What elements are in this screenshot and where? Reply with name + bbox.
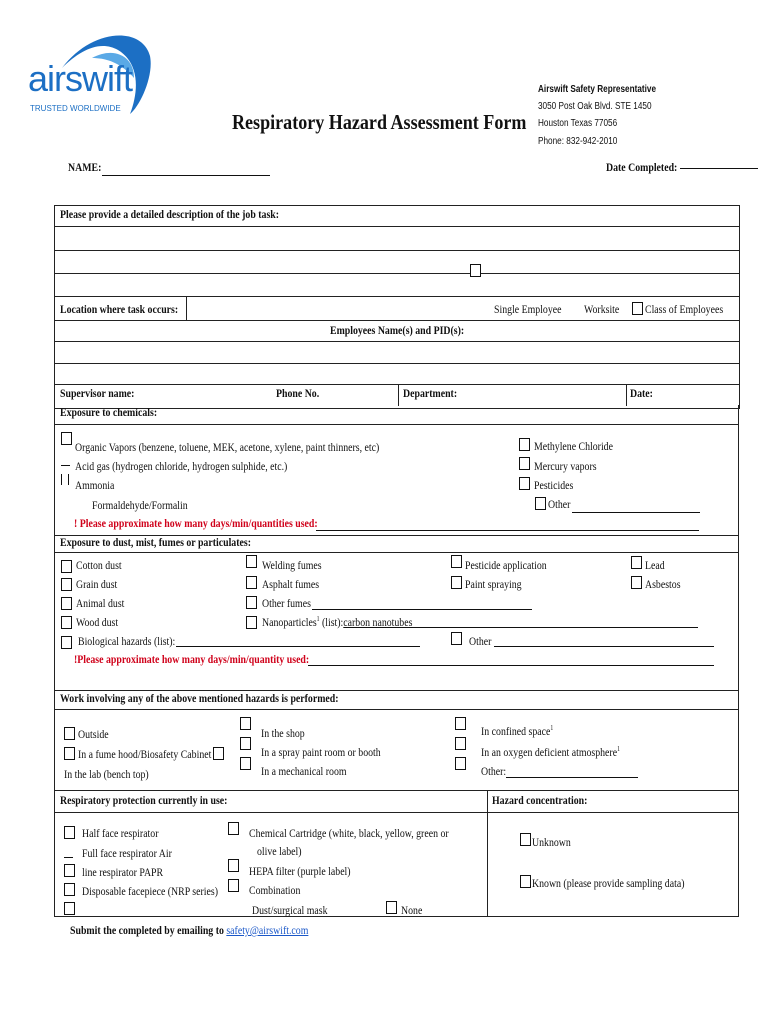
- divider: [626, 384, 627, 406]
- divider: [54, 916, 739, 917]
- employees-line-2[interactable]: [54, 363, 739, 364]
- acid-gas-checkbox[interactable]: [61, 454, 70, 466]
- name-label: NAME:: [68, 160, 102, 174]
- lead-label: Lead: [645, 558, 665, 572]
- half-face-checkbox[interactable]: [64, 826, 75, 839]
- dust-approx-warning: !Please approximate how many days/min/quantity used:: [74, 652, 310, 666]
- disposable-checkbox[interactable]: [64, 883, 75, 896]
- divider: [54, 690, 55, 790]
- mercury-vapors-checkbox[interactable]: [519, 457, 530, 470]
- logo-wordmark: airswift: [28, 58, 133, 99]
- biological-hazards-field[interactable]: [176, 646, 420, 647]
- mechanical-room-checkbox[interactable]: [240, 757, 251, 770]
- department-label: Department:: [403, 386, 458, 400]
- divider: [738, 690, 739, 790]
- mercury-vapors-label: Mercury vapors: [534, 459, 597, 473]
- oxygen-deficient-label: In an oxygen deficient atmosphere: [481, 745, 618, 759]
- disposable-label: Disposable facepiece (NRP series): [82, 884, 218, 898]
- wood-dust-checkbox[interactable]: [61, 616, 72, 629]
- rep-title: Airswift Safety Representative: [538, 84, 657, 95]
- fume-hood-checkbox-2[interactable]: [213, 747, 224, 760]
- divider: [487, 790, 488, 916]
- dust-mask-label: Dust/surgical mask: [252, 903, 328, 917]
- chemical-other-field[interactable]: [572, 512, 700, 513]
- work-other-field[interactable]: [506, 777, 638, 778]
- job-checkbox[interactable]: [470, 264, 481, 277]
- other-fumes-field[interactable]: [312, 609, 532, 610]
- chemical-other-label: Other: [548, 497, 571, 511]
- outside-checkbox[interactable]: [64, 727, 75, 740]
- confined-space-row: [481, 724, 553, 739]
- fume-hood-label: In a fume hood/Biosafety Cabinet: [78, 747, 212, 761]
- dust-heading: Exposure to dust, mist, fumes or particulates:: [60, 535, 251, 549]
- animal-dust-label: Animal dust: [76, 596, 125, 610]
- full-face-label: Full face respirator Air: [82, 846, 172, 860]
- welding-fumes-label: Welding fumes: [262, 558, 322, 572]
- hazard-heading: Hazard concentration:: [492, 793, 588, 807]
- pesticides-label: Pesticides: [534, 478, 574, 492]
- location-field[interactable]: [188, 297, 488, 319]
- pesticide-application-label: Pesticide application: [465, 558, 547, 572]
- asphalt-fumes-checkbox[interactable]: [246, 576, 257, 589]
- asbestos-checkbox[interactable]: [631, 576, 642, 589]
- biological-hazards-checkbox[interactable]: [61, 636, 72, 649]
- job-description-line-2[interactable]: [54, 250, 739, 251]
- submit-email-link[interactable]: safety@airswift.com: [226, 923, 309, 937]
- nanoparticles-row: [262, 615, 412, 630]
- dust-other-checkbox[interactable]: [451, 632, 462, 645]
- employees-line-3[interactable]: [54, 384, 739, 385]
- submit-text: Submit the completed by emailing to: [70, 923, 224, 937]
- methylene-chloride-label: Methylene Chloride: [534, 439, 613, 453]
- shop-label: In the shop: [261, 726, 305, 740]
- spray-booth-checkbox[interactable]: [240, 737, 251, 750]
- work-other-label: Other:: [481, 764, 507, 778]
- respirator-extra-checkbox[interactable]: [64, 902, 75, 915]
- organic-vapors-label: Organic Vapors (benzene, toluene, MEK, acetone, xylene, paint thinners, etc): [75, 440, 380, 454]
- single-employee-label: Single Employee: [494, 302, 562, 316]
- nanoparticles-list-label: (list):: [319, 615, 344, 629]
- divider: [54, 709, 739, 710]
- divider: [54, 790, 55, 916]
- date-completed-field[interactable]: [680, 168, 758, 169]
- divider: [54, 535, 55, 690]
- rep-address-2: Houston Texas 77056: [538, 118, 618, 129]
- combination-label: Combination: [249, 883, 301, 897]
- paint-spraying-checkbox[interactable]: [451, 576, 462, 589]
- pesticides-checkbox[interactable]: [519, 477, 530, 490]
- divider: [398, 384, 399, 406]
- paint-spraying-label: Paint spraying: [465, 577, 522, 591]
- employees-line-1[interactable]: [54, 341, 739, 342]
- other-fumes-label: Other fumes: [262, 596, 311, 610]
- location-label: Location where task occurs:: [60, 302, 179, 316]
- shop-checkbox[interactable]: [240, 717, 251, 730]
- nanoparticles-value[interactable]: carbon nanotubes: [343, 615, 413, 629]
- work-other-checkbox[interactable]: [455, 757, 466, 770]
- location-divider: [186, 296, 187, 320]
- cotton-dust-checkbox[interactable]: [61, 560, 72, 573]
- unknown-label: Unknown: [532, 835, 571, 849]
- lab-bench-label: In the lab (bench top): [64, 767, 149, 781]
- divider: [54, 405, 55, 535]
- known-label: Known (please provide sampling data): [532, 876, 685, 890]
- pesticide-application-checkbox[interactable]: [451, 555, 462, 568]
- chemical-cartridge-checkbox[interactable]: [228, 822, 239, 835]
- name-field[interactable]: [102, 175, 270, 176]
- divider: [54, 424, 739, 425]
- grain-dust-label: Grain dust: [76, 577, 118, 591]
- oxygen-deficient-footnote: 1: [617, 745, 620, 753]
- chemicals-approx-field[interactable]: [316, 530, 699, 531]
- chemical-other-checkbox[interactable]: [535, 497, 546, 510]
- lead-checkbox[interactable]: [631, 556, 642, 569]
- acid-gas-label: Acid gas (hydrogen chloride, hydrogen sulphide, etc.): [75, 459, 288, 473]
- hepa-label: HEPA filter (purple label): [249, 864, 351, 878]
- chemicals-approx-warning: ! Please approximate how many days/min/quantities used:: [74, 516, 318, 530]
- divider: [738, 790, 739, 916]
- chemicals-heading: Exposure to chemicals:: [60, 405, 158, 419]
- submit-instructions: [70, 923, 308, 938]
- confined-space-footnote: 1: [550, 724, 554, 732]
- mechanical-room-label: In a mechanical room: [261, 764, 347, 778]
- divider: [738, 535, 739, 690]
- ammonia-checkbox[interactable]: [61, 474, 69, 485]
- combination-checkbox[interactable]: [228, 879, 239, 892]
- divider: [738, 405, 739, 535]
- ammonia-label: Ammonia: [75, 478, 115, 492]
- formaldehyde-label: Formaldehyde/Formalin: [92, 498, 188, 512]
- oxygen-deficient-row: [481, 745, 620, 760]
- supervisor-label: Supervisor name:: [60, 386, 135, 400]
- confined-space-checkbox[interactable]: [455, 717, 466, 730]
- methylene-chloride-checkbox[interactable]: [519, 438, 530, 451]
- worksite-label: Worksite: [584, 302, 620, 316]
- asbestos-label: Asbestos: [645, 577, 681, 591]
- hepa-checkbox[interactable]: [228, 859, 239, 872]
- work-heading: Work involving any of the above mentioned hazards is performed:: [60, 691, 339, 705]
- dust-approx-field[interactable]: [308, 665, 714, 666]
- job-description-line-1[interactable]: [54, 226, 739, 227]
- rep-address-1: 3050 Post Oak Blvd. STE 1450: [538, 101, 652, 112]
- half-face-label: Half face respirator: [82, 826, 159, 840]
- spray-booth-label: In a spray paint room or booth: [261, 745, 381, 759]
- divider: [54, 552, 739, 553]
- chemical-cartridge-label-2: olive label): [257, 844, 302, 858]
- dust-other-label: Other: [469, 634, 492, 648]
- dust-other-field[interactable]: [494, 646, 714, 647]
- date-completed-label: Date Completed:: [606, 160, 678, 174]
- nanoparticles-label: Nanoparticles: [262, 615, 317, 629]
- nanoparticles-checkbox[interactable]: [246, 616, 257, 629]
- welding-fumes-checkbox[interactable]: [246, 555, 257, 568]
- employees-names-label: Employees Name(s) and PID(s):: [330, 323, 465, 337]
- nanoparticles-field[interactable]: [410, 627, 698, 628]
- fume-hood-checkbox[interactable]: [64, 747, 75, 760]
- respiratory-heading: Respiratory protection currently in use:: [60, 793, 228, 807]
- class-of-employees-checkbox[interactable]: [632, 302, 643, 315]
- divider: [54, 320, 739, 321]
- papr-label: line respirator PAPR: [82, 865, 164, 879]
- divider: [54, 790, 739, 791]
- organic-vapors-checkbox[interactable]: [61, 432, 72, 445]
- logo-tagline: TRUSTED WORLDWIDE: [30, 104, 121, 113]
- chemical-cartridge-label: Chemical Cartridge (white, black, yellow, green or: [249, 826, 449, 840]
- phone-label: Phone No.: [276, 386, 320, 400]
- grain-dust-checkbox[interactable]: [61, 578, 72, 591]
- job-description-label: Please provide a detailed description of the job task:: [60, 207, 280, 221]
- wood-dust-label: Wood dust: [76, 615, 119, 629]
- form-title: Respiratory Hazard Assessment Form: [232, 110, 527, 134]
- papr-checkbox[interactable]: [64, 864, 75, 877]
- rep-phone: Phone: 832-942-2010: [538, 136, 618, 147]
- none-checkbox[interactable]: [386, 901, 397, 914]
- unknown-checkbox[interactable]: [520, 833, 531, 846]
- biological-hazards-label: Biological hazards (list):: [78, 634, 176, 648]
- outside-label: Outside: [78, 727, 109, 741]
- oxygen-deficient-checkbox[interactable]: [455, 737, 466, 750]
- confined-space-label: In confined space: [481, 724, 551, 738]
- class-of-employees-label: Class of Employees: [645, 302, 724, 316]
- asphalt-fumes-label: Asphalt fumes: [262, 577, 320, 591]
- nanoparticles-footnote: 1: [316, 615, 320, 623]
- none-label: None: [401, 903, 423, 917]
- known-checkbox[interactable]: [520, 875, 531, 888]
- cotton-dust-label: Cotton dust: [76, 558, 122, 572]
- job-description-line-3[interactable]: [54, 273, 739, 274]
- full-face-checkbox[interactable]: [64, 846, 73, 858]
- divider: [54, 812, 739, 813]
- date-label: Date:: [630, 386, 653, 400]
- other-fumes-checkbox[interactable]: [246, 596, 257, 609]
- animal-dust-checkbox[interactable]: [61, 597, 72, 610]
